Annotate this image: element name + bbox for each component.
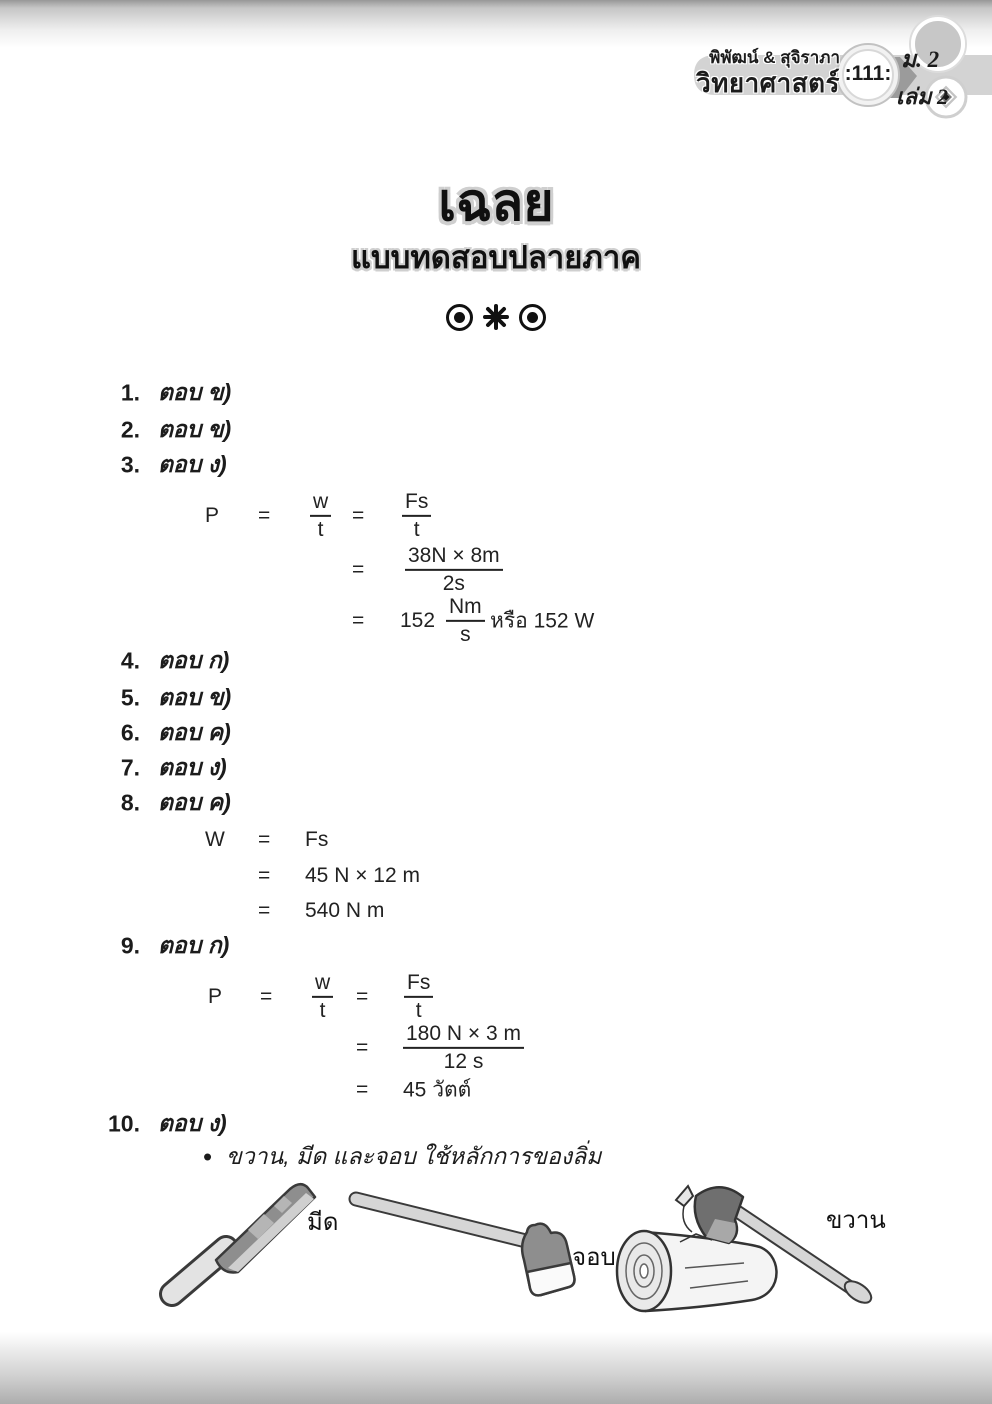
equals-sign: = xyxy=(258,504,271,527)
fraction xyxy=(312,971,333,1023)
equals-sign: = xyxy=(258,864,271,887)
axe-label: ขวาน xyxy=(826,1207,886,1234)
note-text: ขวาน, มีด และจอบ ใช้หลักการของลิ่ม xyxy=(226,1143,602,1169)
scan-bottom-shadow xyxy=(0,1332,992,1404)
formula-suffix: หรือ 152 W xyxy=(490,609,595,633)
page-subtitle: แบบทดสอบปลายภาค xyxy=(351,240,641,275)
knife-drawing xyxy=(172,1184,315,1294)
fraction xyxy=(310,490,331,542)
fraction xyxy=(446,595,485,647)
answer-number: 9. xyxy=(120,932,140,959)
answer-text: ตอบ ก) xyxy=(158,932,230,958)
fraction xyxy=(402,490,431,542)
fraction xyxy=(404,971,433,1023)
equals-sign: = xyxy=(258,899,271,922)
answer-text: ตอบ ก) xyxy=(158,647,230,673)
answer-text: ตอบ ง) xyxy=(158,1110,227,1136)
page-number-badge: :111: xyxy=(844,62,892,85)
fraction-denominator: s xyxy=(460,623,471,646)
knife-label: มีด xyxy=(307,1209,339,1236)
fraction-denominator: t xyxy=(317,518,324,541)
equals-sign: = xyxy=(356,985,369,1008)
fraction xyxy=(405,544,503,596)
fraction-numerator: Nm xyxy=(446,595,485,622)
fraction-denominator: 12 s xyxy=(443,1050,484,1073)
answer-text: ตอบ ง) xyxy=(158,754,227,780)
answer-number: 10. xyxy=(108,1110,140,1137)
answer-number: 7. xyxy=(120,754,140,781)
equals-sign: = xyxy=(260,985,273,1008)
fraction-denominator: t xyxy=(319,999,326,1022)
equals-sign: = xyxy=(356,1036,369,1059)
formula-value: Fs xyxy=(305,828,329,851)
bullet-icon: • xyxy=(203,1141,213,1172)
page-title: เฉลย xyxy=(438,174,554,232)
fraction-numerator: Fs xyxy=(404,971,433,998)
answer-number: 8. xyxy=(120,789,140,816)
equals-sign: = xyxy=(258,828,271,851)
fraction-numerator: 180 N × 3 m xyxy=(403,1022,524,1049)
equals-sign: = xyxy=(352,504,365,527)
answer-number: 5. xyxy=(120,684,140,711)
answer-text: ตอบ ค) xyxy=(158,719,231,745)
circle-dot-icon xyxy=(519,304,546,331)
formula-value: 45 N × 12 m xyxy=(305,864,420,887)
formula-value: 152 xyxy=(400,609,436,632)
formula-symbol: P xyxy=(208,985,223,1008)
hoe-drawing xyxy=(356,1199,574,1295)
equals-sign: = xyxy=(356,1078,369,1101)
header-authors: พิพัฒน์ & สุจิราภา xyxy=(709,48,840,67)
header-grade: ม. 2 xyxy=(901,47,940,72)
answer-text: ตอบ ค) xyxy=(158,789,231,815)
formula-symbol: P xyxy=(205,504,220,527)
fraction-denominator: t xyxy=(413,518,420,541)
header-subject: วิทยาศาสตร์ xyxy=(696,68,840,98)
fraction-numerator: Fs xyxy=(402,490,431,517)
answer-number: 4. xyxy=(120,647,140,674)
answer-number: 2. xyxy=(120,416,140,443)
fraction-numerator: 38N × 8m xyxy=(405,544,503,571)
answer-text: ตอบ ข) xyxy=(158,416,232,442)
fraction-denominator: 2s xyxy=(442,572,465,595)
answer-number: 6. xyxy=(120,719,140,746)
fraction-numerator: w xyxy=(310,490,331,517)
fraction-numerator: w xyxy=(312,971,333,998)
hoe-label: จอบ xyxy=(572,1244,616,1271)
fraction-denominator: t xyxy=(415,999,422,1022)
answer-number: 3. xyxy=(120,451,140,478)
formula-value: 45 วัตต์ xyxy=(403,1078,472,1102)
fraction xyxy=(403,1022,524,1074)
answer-text: ตอบ ง) xyxy=(158,451,227,477)
equals-sign: = xyxy=(352,609,365,632)
formula-symbol: W xyxy=(205,828,225,851)
answer-text: ตอบ ข) xyxy=(158,684,232,710)
circle-dot-icon xyxy=(446,304,473,331)
answer-text: ตอบ ข) xyxy=(158,379,232,405)
answer-number: 1. xyxy=(120,379,140,406)
formula-value: 540 N m xyxy=(305,899,385,922)
header-volume: เล่ม 2 xyxy=(896,84,949,109)
equals-sign: = xyxy=(352,558,365,581)
asterisk-icon xyxy=(483,304,509,330)
